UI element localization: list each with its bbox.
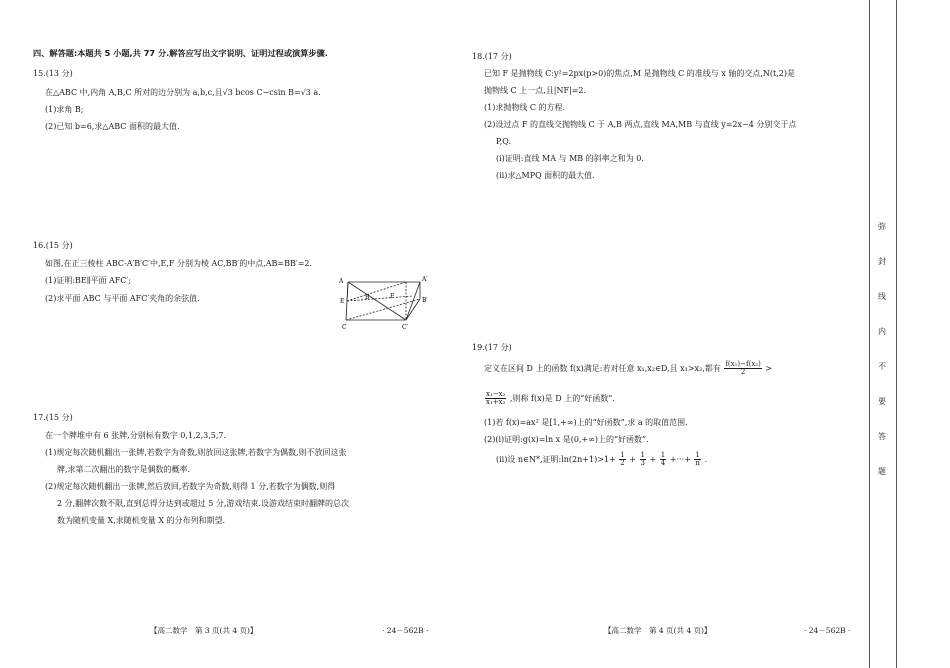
- margin-char: 封: [878, 257, 886, 266]
- fraction-numerator: x₁−x₂: [486, 390, 506, 398]
- q17-part1-line1: (1)规定每次随机翻出一张牌,若数字为奇数,则放回这张牌,若数字为偶数,则不放回这张: [45, 448, 347, 457]
- q19-label: 19.(17 分): [472, 343, 512, 352]
- q15-part2: (2)已知 b=6,求△ABC 面积的最大值.: [45, 122, 180, 131]
- q18-part2-line1: (2)设过点 F 的直线交抛物线 C 于 A,B 两点,直线 MA,MB 与直线 y=2x−4 分别交于点: [484, 120, 797, 129]
- q19-stem-line2: [484, 391, 615, 407]
- q18-label: 18.(17 分): [472, 52, 512, 61]
- q19-stem-pre: 定义在区间 D 上的函数 f(x)满足:若对任意 x₁,x₂∈D,且 x₁>x₂,都有: [484, 363, 721, 373]
- q19-part2: (2)(i)证明:g(x)=ln x 是(0,+∞)上的“好函数”.: [484, 435, 649, 444]
- plus-sign: +: [649, 454, 657, 464]
- q19-part2-ii: [496, 452, 707, 468]
- binding-line-left: [869, 0, 870, 668]
- footer-code-right: · 24－562B ·: [804, 626, 851, 635]
- q17-stem: 在一个牌堆中有 6 张牌,分别标有数字 0,1,2,3,5,7.: [45, 431, 227, 440]
- fraction-denominator: x₁+x₂: [486, 398, 506, 407]
- q17-part2-line1: (2)规定每次随机翻出一张牌,然后放回,若数字为奇数,则得 1 分,若数字为偶数,则得: [45, 482, 336, 491]
- q18-sub-ii: (ii)求△MPQ 面积的最大值.: [496, 171, 595, 180]
- q19-stem-line1: [484, 361, 772, 377]
- q18-part1: (1)求抛物线 C 的方程.: [484, 103, 566, 112]
- end-dot: .: [704, 454, 707, 464]
- fraction: [619, 452, 625, 468]
- fraction: [640, 452, 646, 468]
- margin-char: 要: [878, 397, 886, 406]
- margin-char: 答: [878, 432, 886, 441]
- q18-stem-line1: 已知 F 是抛物线 C:y²=2px(p>0)的焦点,M 是抛物线 C 的准线与 x 轴的交点,N(t,2)是: [484, 69, 796, 78]
- fraction-numerator: 1: [660, 451, 666, 459]
- q19-stem-post: ,则称 f(x)是 D 上的“好函数”.: [509, 393, 615, 403]
- fraction: [694, 452, 701, 468]
- footer-title-left: 【高二数学 第 3 页(共 4 页)】: [150, 626, 258, 635]
- point-F: F: [390, 293, 395, 300]
- plus-sign: +: [629, 454, 636, 464]
- binding-line-right: [896, 0, 897, 668]
- q15-stem: 在△ABC 中,内角 A,B,C 所对的边分别为 a,b,c,且√3 bcos C−csin B=√3 a.: [45, 88, 321, 97]
- q16-part2: (2)求平面 ABC 与平面 AFC′夹角的余弦值.: [45, 294, 200, 303]
- footer-title-right: 【高二数学 第 4 页(共 4 页)】: [604, 626, 712, 635]
- vertex-A-prime: A′: [422, 276, 428, 283]
- q16-label: 16.(15 分): [33, 241, 73, 250]
- q15-part1: (1)求角 B;: [45, 105, 84, 114]
- footer-code-left: · 24－562B ·: [382, 626, 429, 635]
- q18-part2-line2: P,Q.: [496, 137, 512, 146]
- vertex-A: A: [339, 278, 344, 285]
- margin-char: 不: [878, 362, 886, 371]
- vertex-B: B: [365, 294, 370, 301]
- margin-char: 弥: [878, 222, 886, 231]
- vertex-C-prime: C′: [402, 324, 408, 331]
- q19-part1: (1)若 f(x)=ax² 是[1,+∞)上的“好函数”,求 a 的取值范围.: [484, 418, 688, 427]
- q16-stem: 如图,在正三棱柱 ABC-A′B′C′中,E,F 分别为棱 AC,BB′的中点,AB=BB′=2.: [45, 259, 313, 268]
- q18-sub-i: (i)证明:直线 MA 与 MB 的斜率之和为 0.: [496, 154, 644, 163]
- margin-char: 线: [878, 292, 886, 301]
- q18-stem-line2: 抛物线 C 上一点,且|NF|=2.: [484, 86, 587, 95]
- fraction-denominator: 3: [640, 459, 645, 468]
- prism-figure: [338, 272, 438, 334]
- q17-part1-line2: 牌,求第二次翻出的数字是偶数的概率.: [57, 465, 191, 474]
- section-heading: 四、解答题:本题共 5 小题,共 77 分.解答应写出文字说明、证明过程或演算步骤.: [33, 48, 328, 58]
- fraction-denominator: 2: [740, 368, 746, 377]
- fraction: [660, 452, 666, 468]
- ellipsis-sum: +···+: [669, 454, 691, 464]
- fraction-denominator: 2: [620, 459, 625, 468]
- fraction-denominator: 4: [660, 459, 666, 468]
- fraction-numerator: 1: [640, 451, 645, 459]
- fraction-denominator: n: [695, 459, 700, 468]
- fraction: [485, 391, 506, 407]
- margin-char: 内: [878, 327, 886, 336]
- point-E: E: [340, 298, 345, 305]
- fraction-numerator: 1: [695, 451, 700, 459]
- q17-part2-line3: 数为随机变量 X,求随机变量 X 的分布列和期望.: [57, 516, 226, 525]
- margin-char: 题: [878, 467, 886, 476]
- fraction-numerator: 1: [620, 451, 625, 459]
- q16-part1: (1)证明:BE∥平面 AFC′;: [45, 276, 131, 285]
- fraction-numerator: f(x₁)−f(x₂): [725, 360, 761, 368]
- q17-label: 17.(15 分): [33, 413, 73, 422]
- fraction: [724, 361, 761, 377]
- greater-than-sign: >: [765, 363, 773, 373]
- q19-part2-ii-pre: (ii)设 n∈N*,证明:ln(2n+1)>1+: [496, 454, 616, 464]
- q17-part2-line2: 2 分,翻牌次数不限,直到总得分达到或超过 5 分,游戏结束.设游戏结束时翻牌的总次: [57, 499, 349, 508]
- q15-label: 15.(13 分): [33, 69, 73, 78]
- vertex-B-prime: B′: [422, 297, 428, 304]
- vertex-C: C: [342, 324, 347, 331]
